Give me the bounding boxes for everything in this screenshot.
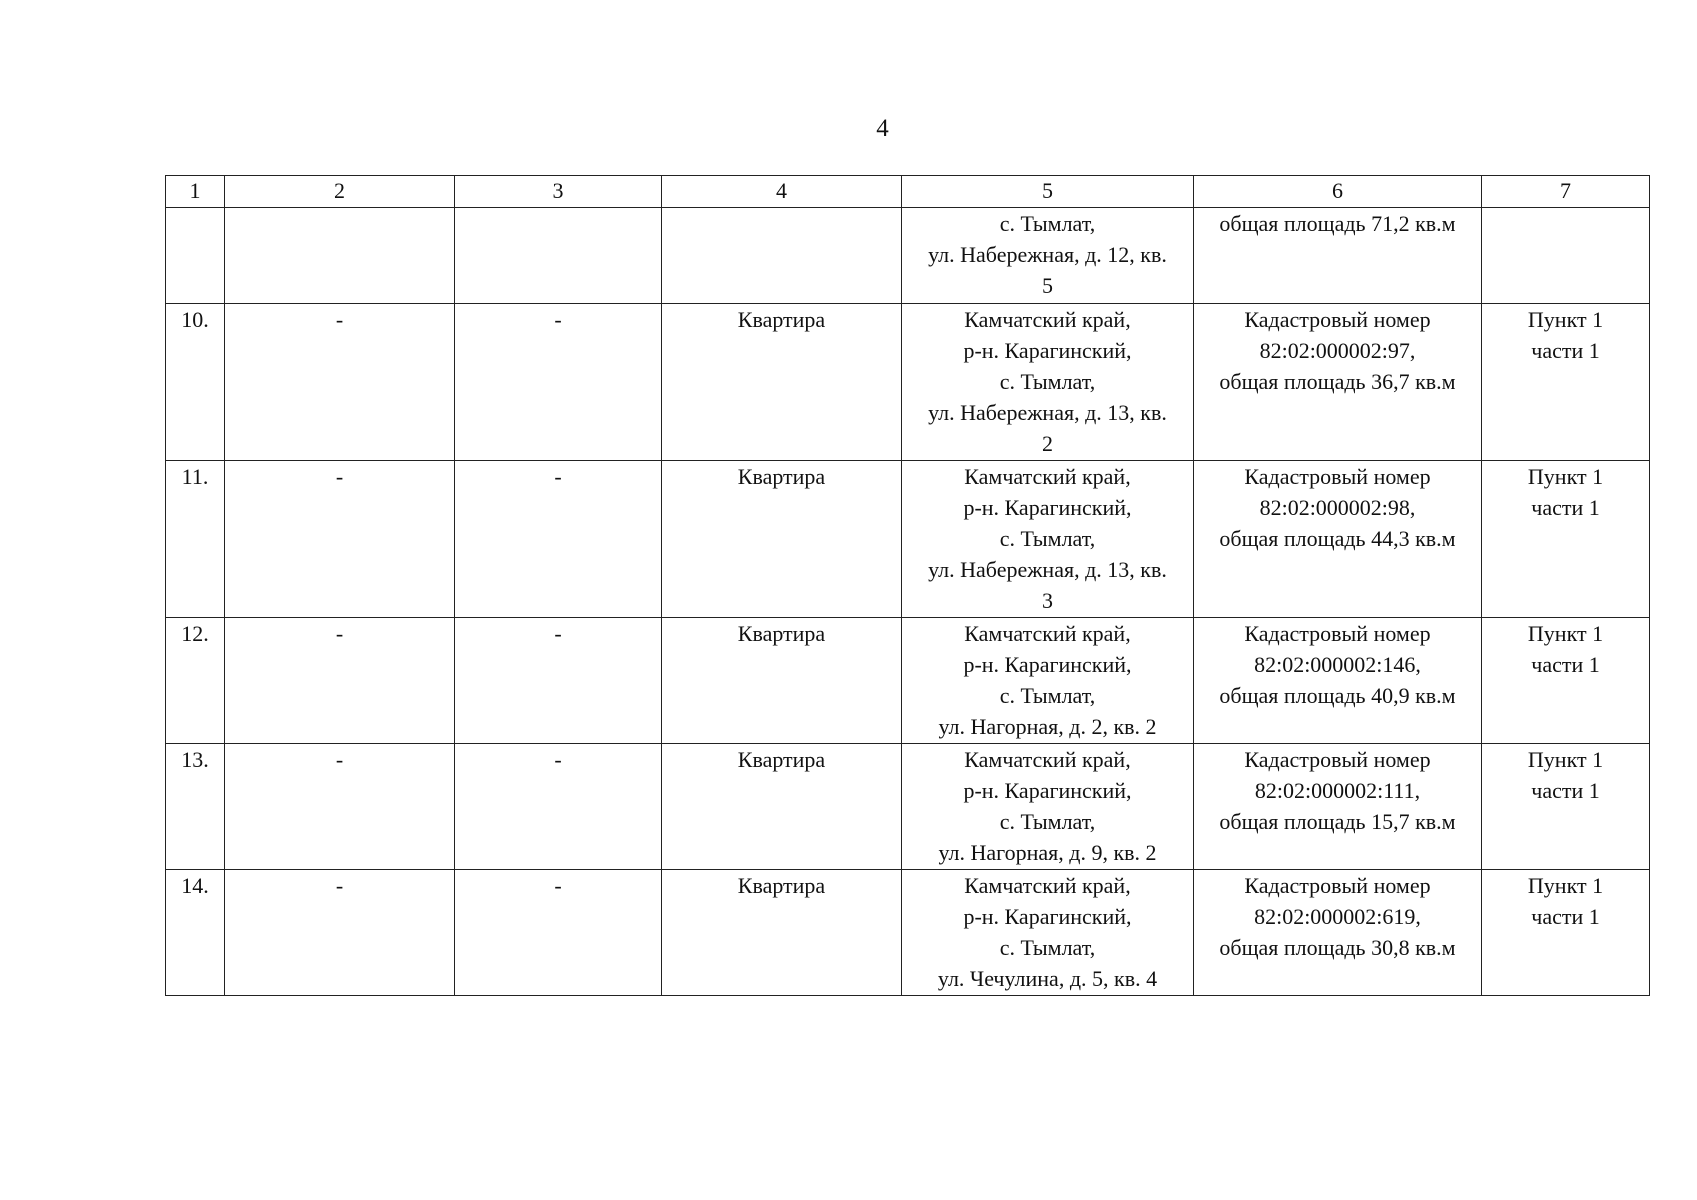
basis-line: Пункт 1 <box>1527 307 1604 332</box>
address-cell <box>902 870 1194 996</box>
details-cell <box>1194 870 1482 996</box>
details-cell <box>1194 461 1482 618</box>
details-cell <box>1194 744 1482 870</box>
address-cell <box>902 208 1194 304</box>
object-type-cell: Квартира <box>662 304 902 461</box>
header-cell: 7 <box>1482 176 1650 208</box>
address-line: с. Тымлат, <box>999 211 1096 236</box>
column-2-cell <box>225 208 455 304</box>
basis-cell <box>1482 744 1650 870</box>
address-line: 5 <box>1042 273 1053 298</box>
basis-cell <box>1482 870 1650 996</box>
header-cell: 2 <box>225 176 455 208</box>
table-row <box>166 618 1650 744</box>
column-3-cell: - <box>455 304 662 461</box>
column-2-cell: - <box>225 870 455 996</box>
basis-line: части 1 <box>1531 495 1600 520</box>
object-type-cell: Квартира <box>662 870 902 996</box>
column-2-cell: - <box>225 618 455 744</box>
column-3-cell: - <box>455 870 662 996</box>
details-cell <box>1194 618 1482 744</box>
details-line: общая площадь 36,7 кв.м <box>1219 369 1456 394</box>
table-row <box>166 744 1650 870</box>
details-line: общая площадь 44,3 кв.м <box>1219 526 1456 551</box>
table-row <box>166 208 1650 304</box>
basis-cell <box>1482 304 1650 461</box>
details-line: общая площадь 15,7 кв.м <box>1219 809 1456 834</box>
page-number: 4 <box>876 115 889 142</box>
details-line: 82:02:000002:111, <box>1254 778 1421 803</box>
row-number-cell: 12. <box>166 618 225 744</box>
property-table <box>165 175 1650 996</box>
column-3-cell <box>455 208 662 304</box>
details-line: 82:02:000002:97, <box>1259 338 1416 363</box>
column-3-cell: - <box>455 461 662 618</box>
address-line: р-н. Карагинский, <box>963 778 1132 803</box>
address-line: р-н. Карагинский, <box>963 495 1132 520</box>
details-cell <box>1194 304 1482 461</box>
address-line: ул. Набережная, д. 12, кв. <box>928 242 1167 267</box>
row-number-cell <box>166 208 225 304</box>
basis-line: части 1 <box>1531 778 1600 803</box>
column-2-cell: - <box>225 304 455 461</box>
basis-cell <box>1482 461 1650 618</box>
basis-line: части 1 <box>1531 338 1600 363</box>
table-header-row <box>166 176 1650 208</box>
address-line: с. Тымлат, <box>999 935 1096 960</box>
address-line: с. Тымлат, <box>999 526 1096 551</box>
header-cell: 3 <box>455 176 662 208</box>
details-line: общая площадь 30,8 кв.м <box>1219 935 1456 960</box>
address-line: ул. Нагорная, д. 9, кв. 2 <box>938 840 1157 865</box>
details-line: Кадастровый номер <box>1244 464 1431 489</box>
column-2-cell: - <box>225 461 455 618</box>
basis-cell <box>1482 618 1650 744</box>
row-number-cell: 10. <box>166 304 225 461</box>
column-2-cell: - <box>225 744 455 870</box>
address-line: ул. Чечулина, д. 5, кв. 4 <box>937 966 1158 991</box>
address-line: ул. Набережная, д. 13, кв. <box>928 557 1167 582</box>
header-cell: 1 <box>166 176 225 208</box>
row-number-cell: 13. <box>166 744 225 870</box>
object-type-cell: Квартира <box>662 618 902 744</box>
address-line: р-н. Карагинский, <box>963 338 1132 363</box>
address-line: с. Тымлат, <box>999 809 1096 834</box>
address-line: Камчатский край, <box>964 464 1131 489</box>
address-line: р-н. Карагинский, <box>963 652 1132 677</box>
address-line: с. Тымлат, <box>999 369 1096 394</box>
basis-line: Пункт 1 <box>1527 747 1604 772</box>
basis-line: части 1 <box>1531 904 1600 929</box>
header-cell: 6 <box>1194 176 1482 208</box>
details-line: общая площадь 40,9 кв.м <box>1219 683 1456 708</box>
table-row <box>166 870 1650 996</box>
object-type-cell <box>662 208 902 304</box>
details-line: 82:02:000002:619, <box>1254 904 1421 929</box>
basis-cell <box>1482 208 1650 304</box>
table-row <box>166 461 1650 618</box>
details-line: 82:02:000002:98, <box>1259 495 1416 520</box>
address-line: Камчатский край, <box>964 307 1131 332</box>
row-number-cell: 14. <box>166 870 225 996</box>
address-cell <box>902 618 1194 744</box>
basis-line: Пункт 1 <box>1527 621 1604 646</box>
address-line: ул. Нагорная, д. 2, кв. 2 <box>938 714 1157 739</box>
details-line: Кадастровый номер <box>1244 307 1431 332</box>
basis-line: Пункт 1 <box>1527 464 1604 489</box>
address-line: Камчатский край, <box>964 747 1131 772</box>
header-cell: 4 <box>662 176 902 208</box>
details-line: Кадастровый номер <box>1244 747 1431 772</box>
address-line: Камчатский край, <box>964 873 1131 898</box>
address-line: р-н. Карагинский, <box>963 904 1132 929</box>
details-line: 82:02:000002:146, <box>1254 652 1421 677</box>
details-line: Кадастровый номер <box>1244 873 1431 898</box>
address-cell <box>902 461 1194 618</box>
row-number-cell: 11. <box>166 461 225 618</box>
address-line: 2 <box>1042 431 1053 456</box>
column-3-cell: - <box>455 618 662 744</box>
details-cell <box>1194 208 1482 304</box>
header-cell: 5 <box>902 176 1194 208</box>
basis-line: части 1 <box>1531 652 1600 677</box>
address-line: ул. Набережная, д. 13, кв. <box>928 400 1167 425</box>
details-line: Кадастровый номер <box>1244 621 1431 646</box>
basis-line: Пункт 1 <box>1527 873 1604 898</box>
address-cell <box>902 304 1194 461</box>
address-line: с. Тымлат, <box>999 683 1096 708</box>
address-cell <box>902 744 1194 870</box>
table-row <box>166 304 1650 461</box>
table-body <box>166 208 1650 996</box>
object-type-cell: Квартира <box>662 744 902 870</box>
address-line: Камчатский край, <box>964 621 1131 646</box>
address-line: 3 <box>1042 588 1053 613</box>
details-line: общая площадь 71,2 кв.м <box>1219 211 1456 236</box>
column-3-cell: - <box>455 744 662 870</box>
object-type-cell: Квартира <box>662 461 902 618</box>
